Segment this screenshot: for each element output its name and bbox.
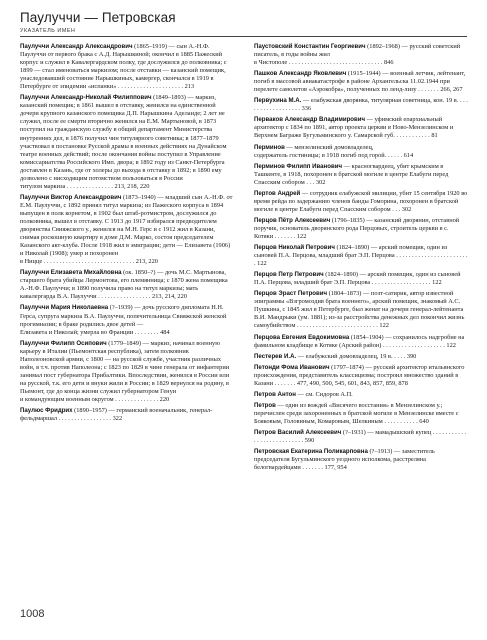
entry-description: (1854–1904) — сохранилось надгробие на фамильном кладбище: [254, 333, 465, 349]
entry-pages: . . . . . . . 266, 267: [418, 86, 463, 94]
entry-name: Перминов Филипп Иванович: [254, 162, 342, 170]
entry-pages: младший брат Э.П. Перцова . . . . . . . . . . . . . . . . . . . 122: [293, 279, 442, 287]
index-entry: [254, 244, 468, 268]
entry-pages: в Ницце . . . . . . . . . . . . . . . . . . . . . . . . . . . . . 213, 220: [20, 258, 158, 266]
entry-pages: Елизавета и Николай; умерла во Франции . . . . . . . . 484: [20, 328, 170, 336]
entry-name: Петров: [254, 401, 276, 409]
index-entry: [254, 448, 468, 472]
left-column: [20, 43, 234, 426]
entry-description: — мензелинский домовладелец,: [284, 143, 374, 151]
entry-description: (?–1913) — заместитель председателя Бугульминского уездного исполкома, расстреляна белогвардейцами . . . . . . . 177, 954: [254, 448, 435, 472]
entry-description: — один из вождей «Висячего восстания» в Мензелинском у.; перечислен среди захороненных в братской могиле в Мензелинске вместе с Бояковым, Головиным, Комаровым, Шелкиным . . . . . . . . . . . 640: [254, 401, 459, 425]
entry-pages: в Котяке (Арский район) . . . . . . . . . . . . . . . . . . . . 122: [314, 341, 456, 349]
entry-name: Перцов Эраст Петрович: [254, 290, 328, 298]
entry-description: (1804–1873) — поэт-сатирик, автор известной эпиграммы «Взгромоздив брата военнего», арский помещик, знакомый А.С. Пушкина, с 1845 жил в Петербурге, был женат на дочери генерал-лейтенанта В.И. Мандрыки (ум. 1881); из-за расстройства денежных дел покончил жизнь: [254, 290, 465, 322]
entry-description: — см. Сидоров А.П.: [295, 390, 353, 398]
entry-description: (1779–1849) — маркиз, начинал военную карьеру в Италии (Пьемонтская республика), затем полковник Наполеоновской армии, с 1800 — на русской службе, участник различных войн, в т.ч. против Наполеона; с 1823 по 1829 в чине генерала от инфантерии занимал пост губернатора Прибалтики. Впоследствии, женился в России или на русской, т.к. его дети и внуки жили в России; в 1829 вернулся на родину, в Пьемонт, где до конца жизни служил губернатором Генуи: [20, 339, 230, 395]
entry-description: (1796–1835) — казанский дворянин, отставной поручик, основатель дворянского рода Перцовых, строитель церкви в с. Котяки . . . . . . . 122: [254, 216, 460, 240]
page-number: 1008: [20, 608, 45, 620]
entry-name: Паулуччи Виктор Александрович: [20, 193, 122, 201]
entry-name: Паустовский Константин Георгиевич: [254, 43, 366, 50]
index-entry: [254, 290, 468, 330]
entry-name: Паулуччи Елизавета Михайловна: [20, 269, 122, 277]
entry-pages: в Чистополе . . . . . . . . . . . . . . . . . . . . . . . . . . . . . . 846: [254, 59, 394, 67]
entry-name: Перваков Александр Владимирович: [254, 116, 366, 124]
entry-description: (ок. 1850–?) — дочь М.С. Мартынова, старшего брата убийцы Лермонтова, его племянница; с 1870 жена помещика А.-Н.Ф. Паулуччи; в 1890 получила право на титул маркизы; мать кавалергарда: [20, 269, 228, 301]
index-entry: [254, 190, 468, 214]
entry-description: (1892–1968) — русский советский писатель, в годы войны жил: [254, 43, 461, 59]
entry-name: Перцова Евгения Евдокимовна: [254, 333, 350, 341]
entry-description: — елабужская дворянка, титулярная советница, кон. 19 в. . . . . . . . . . . . . . . . . . . 336: [254, 97, 468, 113]
entry-name: Перминов: [254, 143, 285, 151]
entry-name: Паулуччи Мария Николаевна: [20, 304, 109, 312]
entry-description: (1849–1893) — маркиз, казанский помещик; в 1861 вышел в отставку, женился на единственной дочери крупного казанского помещика Д.П. Нарышкина Аделаиде; 2 лет не служил, после ее смерти вторично женился на Е.М. Мартыновой, в 1873 поступил на гражданскую службу в общий департамент Министерства внутренних дел, в 1876 получил чин титулярного советника; в 1877–1879 участвовал в постановке Русской драмы в военных действиях на Дунайском театре военных действий; после окончания войны поступил в Управление комиссариатства Российского Имп. двора; в 1892 году из Санкт-Петербурга доставлен в Казань, где от холеры до выхода в отставку в 1892; в 1890 ему дозволено с нисходящим потомством пользоваться в России: [20, 94, 227, 182]
entry-description: (1824–1890) — арский помещик, один из сыновей П.А. Перцова, младший брат Э.П. Перцова . . . . . . . . . . . . . . . . . . . . . . . . 122: [254, 244, 468, 268]
entry-pages: самоубийством . . . . . . . . . . . . . . . . . . . . . . . . . . 122: [254, 322, 389, 330]
entry-description: (?–1931) — мамадышский купец . . . . . . . . . . . . . . . . . . . . . . . . . . . 590: [254, 428, 467, 445]
entry-description: — сотрудник елабужской милиции, убит 15 сентября 1920 во время рейда по задержанию членов банды Гоморина, похоронен в братской могиле в центре Елабуги перед Спасским собором . . . 302: [254, 189, 468, 213]
index-entry: [20, 304, 234, 336]
entry-name: Перцов Петр Петрович: [254, 271, 324, 279]
entry-name: Паулуччи Александр Александрович: [20, 43, 133, 50]
page-title: Паулуччи — Петровская: [20, 10, 176, 25]
entry-pages: 857, 859, 878: [373, 379, 408, 387]
entry-name: Паулюс Фридрих: [20, 407, 73, 415]
index-entry: [254, 70, 468, 94]
index-entry: [254, 353, 468, 361]
index-entry: [254, 144, 468, 160]
entry-name: Первухина М.А.: [254, 97, 302, 105]
entry-description: (1865–1919) — сын А.-Н.Ф. Паулуччи от первого брака с А.Д. Нарышкиной; окончил в 1885 Пажеский корпус и служил в Кавалергардском полку, где дослужился до полковника; с 1899 — стал именоваться маркизом; после отставки — казанский помещик, унаследовавший состояние Нарышкиных, камергер, скончался в 1919 в Петербурге: [20, 43, 227, 91]
index-entry: [20, 194, 234, 266]
index-entry: [20, 407, 234, 423]
entry-pages: и командующим военным округом . . . . . . . . . . . . . . 220: [20, 395, 170, 403]
entry-name: Перцов Николай Петрович: [254, 244, 335, 252]
index-entry: [20, 340, 234, 404]
index-entry: [254, 429, 468, 445]
index-entry: [254, 217, 468, 241]
entry-description: (1890–1957) — германский военачальник, генерал-фельдмаршал . . . . . . . . . . . . . . . . . 322: [20, 407, 213, 423]
entry-description: (1915–1944) — военный летчик, лейтенант, погиб в массовой авиакатастрофе в районе Архангельска 11.02.1944 при перелете самолетов «Аэрокобра», полученных по ленд-лизу: [254, 70, 466, 94]
index-entry: [254, 163, 468, 187]
header-rule: [20, 36, 467, 37]
entry-name: Пестерев И.А.: [254, 352, 297, 360]
entry-name: Петровская Екатерина Поликарповна: [254, 448, 368, 456]
entry-pages: титулом маркиза . . . . . . . . . . . . . . . 213, 218, 220: [20, 182, 150, 190]
index-entry: [20, 94, 234, 191]
index-entry: [254, 391, 468, 399]
entry-name: Паулуччи Филипп Осипович: [20, 339, 107, 347]
entry-name: Паулуччи Александр-Николай Филиппович: [20, 94, 152, 102]
entry-name: Петров Антон: [254, 390, 296, 398]
entry-description: (1797–1874) — русский архитектор итальянского происхождения, представитель классицизма; построил множество зданий в Казани . . . . . . . 477, 490, 500, 545, 601, 843,: [254, 363, 465, 387]
entry-name: Перцов Пётр Алексеевич: [254, 216, 331, 224]
right-column: [254, 43, 468, 475]
entry-pages: В.А. Паулуччи . . . . . . . . . . . . . . . . . 213, 214, 220: [56, 293, 187, 301]
section-subtitle: УКАЗАТЕЛЬ ИМЕН: [20, 28, 76, 34]
entry-name: Пертов Андрей: [254, 189, 301, 197]
entry-description: (?–1939) — дочь русского дипломата Н.Н. Герса, супруга маркиза В.А. Паулуччи, попечительница Свияжской женской прогимназии; в браке родились двое детей —: [20, 304, 227, 328]
index-entry: [20, 43, 234, 91]
index-entry: [254, 116, 468, 140]
index-entry: [254, 271, 468, 287]
index-entry: [254, 364, 468, 388]
index-entry: [254, 334, 468, 350]
entry-description: (1873–1940) — младший сын А.-Н.Ф. от Е.М. Паулуччи, с 1892 принял титул маркиза; из Пажеского корпуса в 1894 выпущен в полк корнетом, в 1902 был штаб-ротмистром, дослужился до полковника, вышел в отставку. С 1913 до 1917 избирался предводителем дворянства Свияжского у., женился на М.Н. Герс и с 1912 жил в Казани, снимая роскошную квартиру в доме Д.М. Марко, состоя председателем Казанского акт-клуба. После 1918 жил в эмиграции; дети — Елизавета (1906) и Николай (1908); умер и похоронен: [20, 193, 233, 258]
index-entry: [20, 269, 234, 301]
entry-pages: содержатель гостиницы; в 1918 погиб под горой. . . . . . 614: [254, 151, 414, 159]
index-entry: [254, 43, 468, 67]
index-entry: [254, 97, 468, 113]
entry-description: — елабужский домовладелец, 19 в. . . . . 390: [296, 352, 417, 360]
entry-name: Петонди Фома Иванович: [254, 363, 330, 371]
entry-description: — уфимский епархиальный архитектор с 1834 по 1891, автор проекта церкви в Ново-Мензелинском и Верхнем Баграже Бугульминского у. Самарской губ. . . . . . . . . . . . 81: [254, 116, 454, 140]
index-entry: [254, 402, 468, 426]
entry-description: (1824–1890) — арский помещик, один из сыновей П.А. Перцова,: [254, 271, 461, 287]
entry-name: Петров Василий Алексеевич: [254, 428, 342, 436]
entry-name: Пашков Александр Яковлевич: [254, 70, 347, 78]
entry-pages: от эпидемии «испанки» . . . . . . . . . . . . . . . . . . . . . 213: [52, 83, 195, 91]
entry-description: — красногвардеец, убит крымским в Ташкенте, в 1918, похоронен в братской могиле в центре Елабуги перед Спасским собором . . . 302: [254, 162, 449, 186]
